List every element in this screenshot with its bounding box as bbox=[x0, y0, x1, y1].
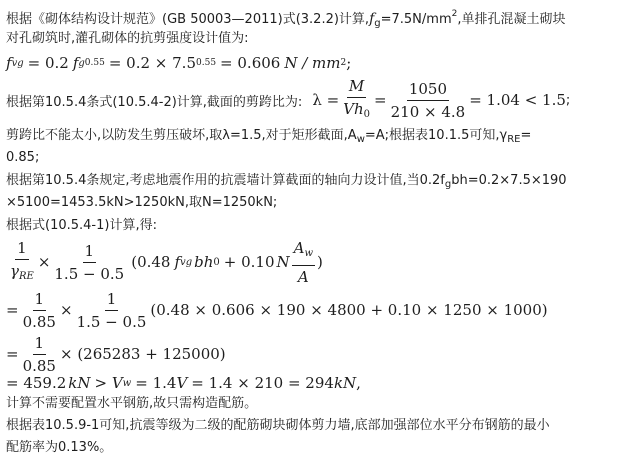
eq5-den1: 0.85 bbox=[22, 356, 56, 375]
eq5-body: × (265283 + 125000) bbox=[59, 345, 226, 363]
line-16: 根据表10.5.9-1可知,抗震等级为二级的配筋砌块砌体剪力墙,底部加强部位水平分布钢筋的最小 bbox=[6, 418, 550, 433]
eq6-kn2: kN bbox=[333, 374, 357, 392]
gamma-re-subscript: RE bbox=[507, 134, 521, 145]
eq2-den1-sub: 0 bbox=[363, 108, 371, 120]
eq1-f-sub: g bbox=[78, 57, 85, 69]
eq3-close: ) bbox=[317, 253, 323, 271]
eq4-body: (0.48 × 0.606 × 190 × 4800 + 0.10 × 1250 × 1000) bbox=[150, 301, 548, 319]
line-7 bbox=[6, 172, 567, 194]
eq2-num1: M bbox=[347, 76, 366, 98]
eq6-coef: = 1.4 bbox=[135, 374, 177, 392]
eq2-den2: 210 × 4.8 bbox=[390, 102, 466, 121]
eq6-kn: kN bbox=[68, 374, 91, 392]
line-1-text: 根据《砌体结构设计规范》(GB 50003—2011)式(3.2.2)计算, bbox=[6, 12, 370, 27]
line-5-tail: = bbox=[520, 128, 532, 143]
eq5-equals: = bbox=[6, 345, 19, 363]
line-1 bbox=[6, 5, 565, 33]
line-1-tail: ,单排孔混凝土砌块 bbox=[457, 12, 566, 27]
eq1-lhs: f bbox=[6, 54, 12, 72]
line-7-text: 根据第10.5.4条规定,考虑地震作用的抗震墙计算截面的轴向力设计值,当0.2f bbox=[6, 173, 445, 188]
eq4-times: × bbox=[59, 301, 73, 319]
line-4 bbox=[6, 76, 570, 124]
unit-exponent: 2 bbox=[451, 9, 458, 19]
eq1-rhs: = 0.2 × 7.5 bbox=[108, 54, 196, 72]
eq2-num2: 1050 bbox=[407, 79, 449, 101]
eq3-bh-sub: 0 bbox=[213, 256, 220, 268]
fg-subscript-2: g bbox=[444, 179, 452, 190]
line-9: 根据式(10.5.4-1)计算,得: bbox=[6, 218, 157, 233]
line-5 bbox=[6, 127, 531, 149]
line-5-text: 剪跨比不能太小,以防发生剪压破坏,取λ=1.5,对于矩形截面,A bbox=[6, 128, 357, 143]
eq3-bh: bh bbox=[194, 253, 214, 271]
eq1-result: = 0.606 bbox=[220, 54, 281, 72]
eq4-den1: 0.85 bbox=[22, 312, 56, 331]
fg-symbol: f bbox=[369, 11, 375, 27]
eq3-aw: A bbox=[293, 238, 305, 257]
eq3-f-sub: vg bbox=[180, 256, 193, 268]
line-4-text: 根据第10.5.4条式(10.5.4-2)计算,截面的剪跨比为: bbox=[6, 94, 303, 110]
eq1-exp: 0.55 bbox=[84, 58, 105, 68]
eq2-den1: Vh bbox=[343, 99, 364, 118]
equation-substituted bbox=[6, 288, 548, 332]
eq4-one: 1 bbox=[33, 289, 47, 311]
eq4-fraction-2 bbox=[75, 289, 149, 332]
eq3-aw-sub: w bbox=[304, 247, 314, 259]
aw-subscript: w bbox=[356, 134, 365, 145]
eq3-a: A bbox=[297, 267, 309, 286]
eq2-equals: = bbox=[374, 91, 387, 109]
eq6-vw-sub: w bbox=[122, 377, 132, 389]
eq2-fraction-2 bbox=[389, 79, 468, 122]
eq3-times: × bbox=[37, 253, 51, 271]
eq1-exp2: 0.55 bbox=[196, 58, 217, 68]
fg-subscript: g bbox=[374, 18, 381, 29]
eq2-tail: ; bbox=[565, 92, 571, 108]
eq1-unit: N / mm bbox=[284, 54, 341, 72]
fg-value: =7.5N/mm bbox=[380, 12, 452, 27]
equation-result bbox=[6, 373, 361, 393]
eq3-body: (0.48 bbox=[131, 253, 171, 271]
eq1-unit-exp: 2 bbox=[340, 58, 347, 68]
line-6: 0.85; bbox=[6, 150, 40, 165]
eq3-gamma: γ bbox=[10, 261, 19, 280]
eq4-one2: 1 bbox=[105, 289, 119, 311]
eq6-tail: , bbox=[356, 374, 361, 392]
eq1-lhs-sub: vg bbox=[11, 57, 24, 69]
eq1-coef: = 0.2 bbox=[27, 54, 69, 72]
eq1-f: f bbox=[72, 54, 79, 72]
eq3-f: f bbox=[174, 253, 181, 271]
eq3-fraction-2 bbox=[52, 241, 126, 284]
eq3-one: 1 bbox=[15, 238, 29, 260]
eq3-gamma-sub: RE bbox=[18, 270, 34, 282]
eq6-result: = 1.4 × 210 = 294 bbox=[191, 374, 334, 392]
line-7-tail: bh=0.2×7.5×190 bbox=[451, 173, 567, 188]
eq4-equals: = bbox=[6, 301, 19, 319]
eq2-lambda: λ = bbox=[312, 91, 340, 109]
eq1-tail: ; bbox=[346, 54, 352, 72]
eq2-fraction-1 bbox=[341, 76, 372, 125]
line-5-mid: =A;根据表10.1.5可知,γ bbox=[364, 128, 508, 143]
eq3-den2: 1.5 − 0.5 bbox=[54, 264, 125, 283]
line-15: 计算不需要配置水平钢筋,故只需构造配筋。 bbox=[6, 396, 258, 411]
eq4-fraction-1 bbox=[21, 289, 58, 332]
eq3-one2: 1 bbox=[83, 241, 97, 263]
equation-simplified bbox=[6, 332, 226, 376]
eq6-vw: > V bbox=[94, 374, 123, 392]
eq2-rhs: = 1.04 < 1.5 bbox=[469, 91, 566, 109]
eq5-one: 1 bbox=[33, 333, 47, 355]
eq3-plus: + 0.10 bbox=[223, 253, 275, 271]
line-17: 配筋率为0.13%。 bbox=[6, 440, 113, 455]
eq3-fraction-area bbox=[292, 238, 315, 287]
eq5-fraction bbox=[21, 333, 58, 376]
equation-shear-capacity bbox=[6, 238, 323, 286]
eq6-value: = 459.2 bbox=[6, 374, 67, 392]
equation-shear-strength bbox=[6, 52, 351, 74]
eq4-den2: 1.5 − 0.5 bbox=[76, 312, 147, 331]
line-8: ×5100=1453.5kN>1250kN,取N=1250kN; bbox=[6, 195, 278, 210]
eq3-N: N bbox=[276, 253, 290, 271]
line-2: 对孔砌筑时,灌孔砌体的抗剪强度设计值为: bbox=[6, 31, 249, 46]
eq6-V: V bbox=[176, 374, 188, 392]
eq3-fraction-gamma bbox=[8, 238, 36, 287]
